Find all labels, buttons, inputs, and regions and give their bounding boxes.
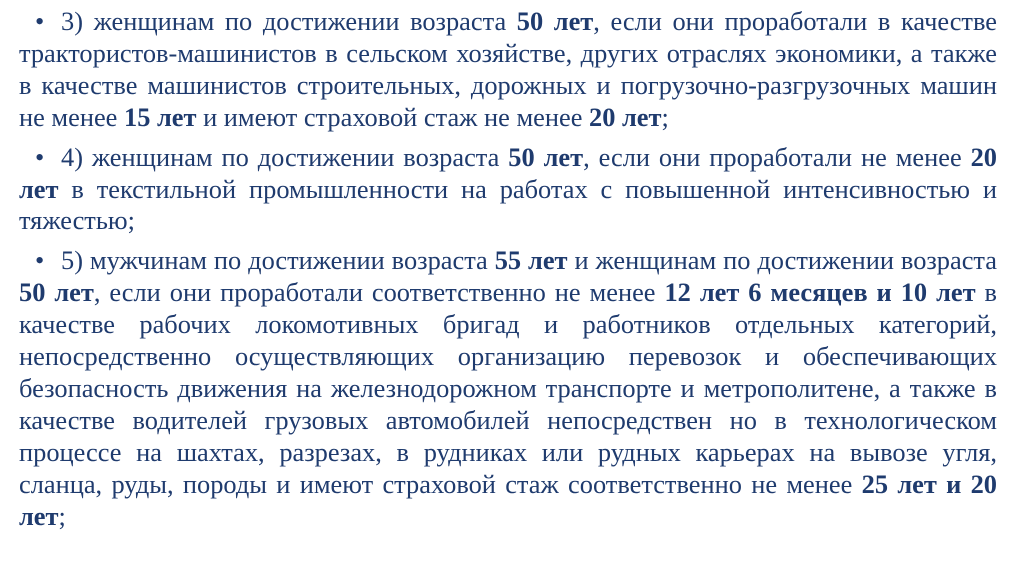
emphasized-figure: 25 лет и 20 лет xyxy=(19,468,997,531)
emphasized-figure: 55 лет xyxy=(494,245,568,276)
text-run: и имеют страховой стаж не менее xyxy=(196,101,590,132)
bullet-text xyxy=(19,142,997,238)
bullet-item-5 xyxy=(19,245,998,532)
emphasized-figure: 15 лет xyxy=(124,101,197,132)
emphasized-figure: 50 лет xyxy=(508,141,584,172)
emphasized-figure: 20 лет xyxy=(19,141,997,204)
text-run: ; xyxy=(661,101,669,132)
text-run: , если они проработали в качестве трактористов-машинистов в сельском хозяйстве, других отраслях экономики, а также в качестве машинистов строительных, дорожных и погрузочно-разгрузочных машин не менее xyxy=(19,6,997,132)
bullet-item-3 xyxy=(19,6,997,134)
bullet-marker: • xyxy=(35,6,45,36)
text-run: 3) женщинам по достижении возраста xyxy=(61,6,517,36)
text-run: , если они проработали соответственно не менее xyxy=(93,277,665,308)
bullet-marker: • xyxy=(35,141,45,172)
text-run: и женщинам по достижении возраста xyxy=(567,245,997,276)
text-run: , если они проработали не менее xyxy=(583,141,971,172)
text-run: в текстильной промышленности на работах с повышенной интенсивностью и тяжестью; xyxy=(19,173,997,236)
text-run: 5) мужчинам по достижении возраста xyxy=(61,245,495,276)
text-run: 4) женщинам по достижении возраста xyxy=(61,141,509,172)
bullet-text xyxy=(19,245,997,532)
slide-content xyxy=(19,6,998,541)
emphasized-figure: 50 лет xyxy=(516,6,594,36)
emphasized-figure: 50 лет xyxy=(19,277,94,308)
bullet-text xyxy=(19,6,997,134)
text-run: в качестве рабочих локомотивных бригад и работников отдельных категорий, непосредственно осуществляющих организацию перевозок и обеспечивающих безопасность движения на железнодорожном транспорте и метрополитене, а также в качестве водителей грузовых автомобилей непосредствен но в технологическом процессе на шахтах, разрезах, в рудниках или рудных карьерах на вывозе угля, сланца, руды, породы и имеют страховой стаж соответственно не менее xyxy=(19,277,998,499)
bullet-marker: • xyxy=(35,245,45,276)
bullet-item-4 xyxy=(19,141,997,238)
emphasized-figure: 20 лет xyxy=(589,101,662,132)
text-run: ; xyxy=(58,500,66,531)
emphasized-figure: 12 лет 6 месяцев и 10 лет xyxy=(664,277,976,308)
